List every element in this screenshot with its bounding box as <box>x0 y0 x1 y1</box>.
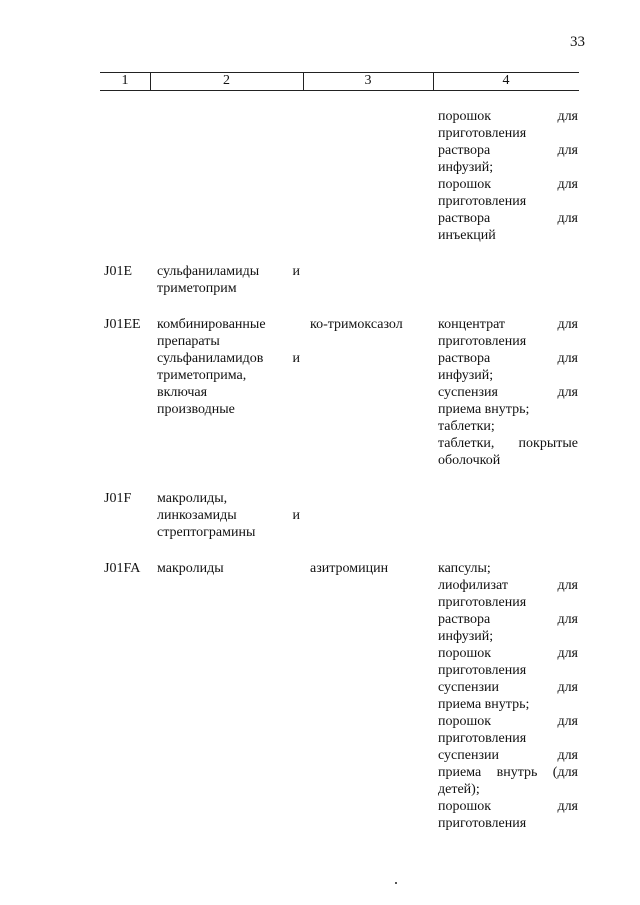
dosage-forms-line: детей); <box>438 782 480 797</box>
scan-speck <box>395 882 397 884</box>
dosage-forms-line: приема внутрь; <box>438 402 530 417</box>
anatomical-group-line: производные <box>157 402 235 417</box>
dosage-forms-line: раствора для <box>438 612 578 627</box>
anatomical-group-line: препараты <box>157 334 220 349</box>
dosage-forms-line: концентрат для <box>438 317 578 332</box>
anatomical-group-line: триметоприм <box>157 281 237 296</box>
dosage-forms <box>438 108 578 244</box>
page-number: 33 <box>570 34 585 50</box>
header-bottom-rule <box>100 90 579 91</box>
anatomical-group <box>157 263 300 297</box>
dosage-forms-line: приема внутрь (для <box>438 765 578 780</box>
header-col-4: 4 <box>502 73 510 88</box>
dosage-forms-line: капсулы; <box>438 561 491 576</box>
dosage-forms-line: порошок для <box>438 799 578 814</box>
dosage-forms-line: приготовления <box>438 334 527 349</box>
anatomical-group-line: включая <box>157 385 208 400</box>
atc-code: J01EE <box>104 317 141 332</box>
dosage-forms-line: порошок для <box>438 646 578 661</box>
anatomical-group-line: макролиды, <box>157 491 228 506</box>
header-col-1: 1 <box>121 73 129 88</box>
atc-code: J01F <box>104 491 132 506</box>
dosage-forms-line: инфузий; <box>438 160 494 175</box>
dosage-forms-line: инъекций <box>438 228 496 243</box>
dosage-forms-line: лиофилизат для <box>438 578 578 593</box>
anatomical-group <box>157 560 300 577</box>
dosage-forms-line: инфузий; <box>438 629 494 644</box>
dosage-forms-line: приема внутрь; <box>438 697 530 712</box>
drug-name: азитромицин <box>310 561 389 576</box>
dosage-forms-line: приготовления <box>438 194 527 209</box>
dosage-forms-line: порошок для <box>438 109 578 124</box>
dosage-forms-line: суспензии для <box>438 748 578 763</box>
dosage-forms-line: раствора для <box>438 211 578 226</box>
header-col-3: 3 <box>364 73 372 88</box>
anatomical-group <box>157 316 300 418</box>
anatomical-group-line: сульфаниламидов и <box>157 351 300 366</box>
dosage-forms-line: приготовления <box>438 595 527 610</box>
anatomical-group-line: макролиды <box>157 561 224 576</box>
anatomical-group <box>157 490 300 541</box>
dosage-forms <box>438 316 578 469</box>
dosage-forms-line: раствора для <box>438 351 578 366</box>
dosage-forms-line: порошок для <box>438 177 578 192</box>
drug-name: ко-тримоксазол <box>310 317 403 332</box>
dosage-forms-line: таблетки; <box>438 419 495 434</box>
dosage-forms-line: раствора для <box>438 143 578 158</box>
anatomical-group-line: комбинированные <box>157 317 266 332</box>
dosage-forms-line: оболочкой <box>438 453 501 468</box>
dosage-forms-line: суспензия для <box>438 385 578 400</box>
dosage-forms-line: приготовления <box>438 126 527 141</box>
dosage-forms-line: суспензии для <box>438 680 578 695</box>
anatomical-group-line: линкозамиды и <box>157 508 300 523</box>
dosage-forms-line: приготовления <box>438 663 527 678</box>
dosage-forms-line: таблетки, покрытые <box>438 436 578 451</box>
anatomical-group-line: сульфаниламиды и <box>157 264 300 279</box>
dosage-forms-line: приготовления <box>438 731 527 746</box>
dosage-forms <box>438 560 578 832</box>
atc-code: J01FA <box>104 561 141 576</box>
atc-code: J01E <box>104 264 132 279</box>
anatomical-group-line: стрептограмины <box>157 525 256 540</box>
dosage-forms-line: порошок для <box>438 714 578 729</box>
dosage-forms-line: приготовления <box>438 816 527 831</box>
anatomical-group-line: триметоприма, <box>157 368 247 383</box>
dosage-forms-line: инфузий; <box>438 368 494 383</box>
header-col-2: 2 <box>223 73 230 88</box>
